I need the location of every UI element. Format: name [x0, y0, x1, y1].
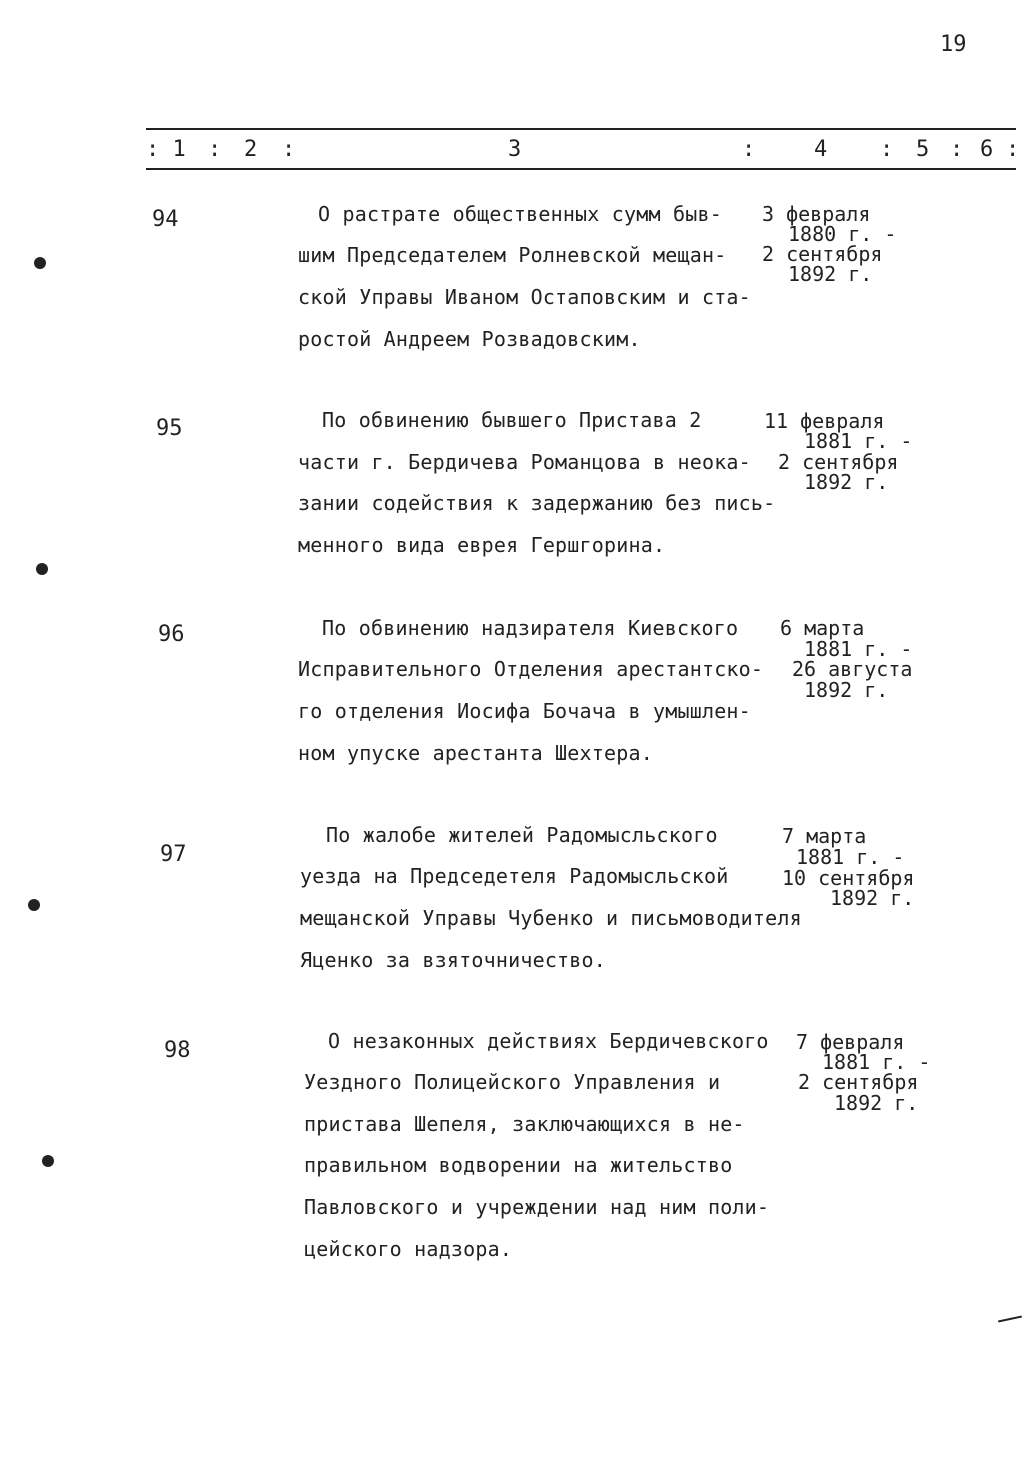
entry-date-line: 2 сентября — [762, 242, 883, 266]
entry-text-line: зании содействия к задержанию без пись- — [298, 491, 776, 515]
entry-text-line: ном упуске арестанта Шехтера. — [298, 741, 653, 765]
entry-number: 95 — [156, 416, 183, 441]
entry-date-line: 1892 г. — [804, 678, 889, 702]
entry-text-line: Уездного Полицейского Управления и — [304, 1070, 721, 1094]
entry-date-line: 1881 г. - — [822, 1050, 931, 1074]
col-head-4: 4 — [814, 137, 828, 162]
entry-date-line: 2 сентября — [778, 450, 899, 474]
entry-text-line: О растрате общественных сумм быв- — [318, 202, 722, 226]
entry-text-line: Яценко за взяточничество. — [300, 948, 607, 972]
col-head-sep: : — [282, 137, 296, 162]
entry-text-line: шим Председателем Ролневской мещан- — [298, 243, 727, 267]
entry-text-line: пристава Шепеля, заключающихся в не- — [304, 1112, 745, 1136]
entry-date-line: 1881 г. - — [804, 637, 913, 661]
col-head-2: 2 — [244, 137, 258, 162]
entry-date-line: 2 сентября — [798, 1070, 919, 1094]
col-head-sep: : — [950, 137, 964, 162]
punch-hole-mark — [42, 1155, 54, 1167]
entry-text-line: го отделения Иосифа Бочача в умышлен- — [298, 699, 751, 723]
page-number: 19 — [940, 32, 967, 57]
entry-text-line: уезда на Председетеля Радомысльской — [300, 864, 729, 888]
punch-hole-mark — [34, 257, 46, 269]
punch-hole-mark — [36, 563, 48, 575]
entry-date-line: 1892 г. — [834, 1091, 919, 1115]
entry-text-line: правильном водворении на жительство — [304, 1153, 733, 1177]
entry-number: 94 — [152, 207, 179, 232]
entry-date-line: 7 марта — [782, 824, 867, 848]
entry-text-line: цейского надзора. — [304, 1237, 513, 1261]
col-head-6: 6 — [980, 137, 994, 162]
entry-text-line: По обвинению надзирателя Киевского — [322, 616, 739, 640]
header-rule-top — [146, 128, 1016, 130]
entry-date-line: 3 февраля — [762, 202, 871, 226]
entry-date-line: 1881 г. - — [804, 429, 913, 453]
col-head-1: : 1 — [146, 137, 186, 162]
entry-text-line: По обвинению бывшего Пристава 2 — [322, 408, 702, 432]
col-head-sep: : — [742, 137, 756, 162]
entry-text-line: Павловского и учреждении над ним поли- — [304, 1195, 770, 1219]
entry-text-line: менного вида еврея Гершгорина. — [298, 533, 666, 557]
entry-text-line: ростой Андреем Розвадовским. — [298, 327, 641, 351]
entry-number: 96 — [158, 622, 185, 647]
col-head-5: 5 — [916, 137, 930, 162]
entry-date-line: 1880 г. - — [788, 222, 897, 246]
entry-date-line: 1892 г. — [804, 470, 889, 494]
entry-date-line: 1892 г. — [830, 886, 915, 910]
entry-date-line: 11 февраля — [764, 409, 885, 433]
entry-date-line: 10 сентября — [782, 866, 915, 890]
col-head-3: 3 — [508, 137, 522, 162]
entry-text-line: части г. Бердичева Романцова в неока- — [298, 450, 751, 474]
entry-date-line: 26 августа — [792, 657, 913, 681]
header-rule-bottom — [146, 168, 1016, 170]
entry-text-line: мещанской Управы Чубенко и письмоводителя — [300, 906, 802, 930]
entry-text-line: По жалобе жителей Радомысльского — [326, 823, 718, 847]
entry-date-line: 7 февраля — [796, 1030, 905, 1054]
punch-hole-mark — [28, 899, 40, 911]
edge-mark — [998, 1316, 1022, 1323]
entry-date-line: 1892 г. — [788, 262, 873, 286]
entry-text-line: Исправительного Отделения арестантско- — [298, 657, 764, 681]
col-head-sep: : — [880, 137, 894, 162]
col-head-sep: : — [208, 137, 222, 162]
col-head-sep: : — [1006, 137, 1020, 162]
entry-date-line: 1881 г. - — [796, 845, 905, 869]
entry-text-line: ской Управы Иваном Остаповским и ста- — [298, 285, 751, 309]
entry-number: 98 — [164, 1038, 191, 1063]
entry-date-line: 6 марта — [780, 616, 865, 640]
entry-text-line: О незаконных действиях Бердичевского — [328, 1029, 769, 1053]
entry-number: 97 — [160, 842, 187, 867]
